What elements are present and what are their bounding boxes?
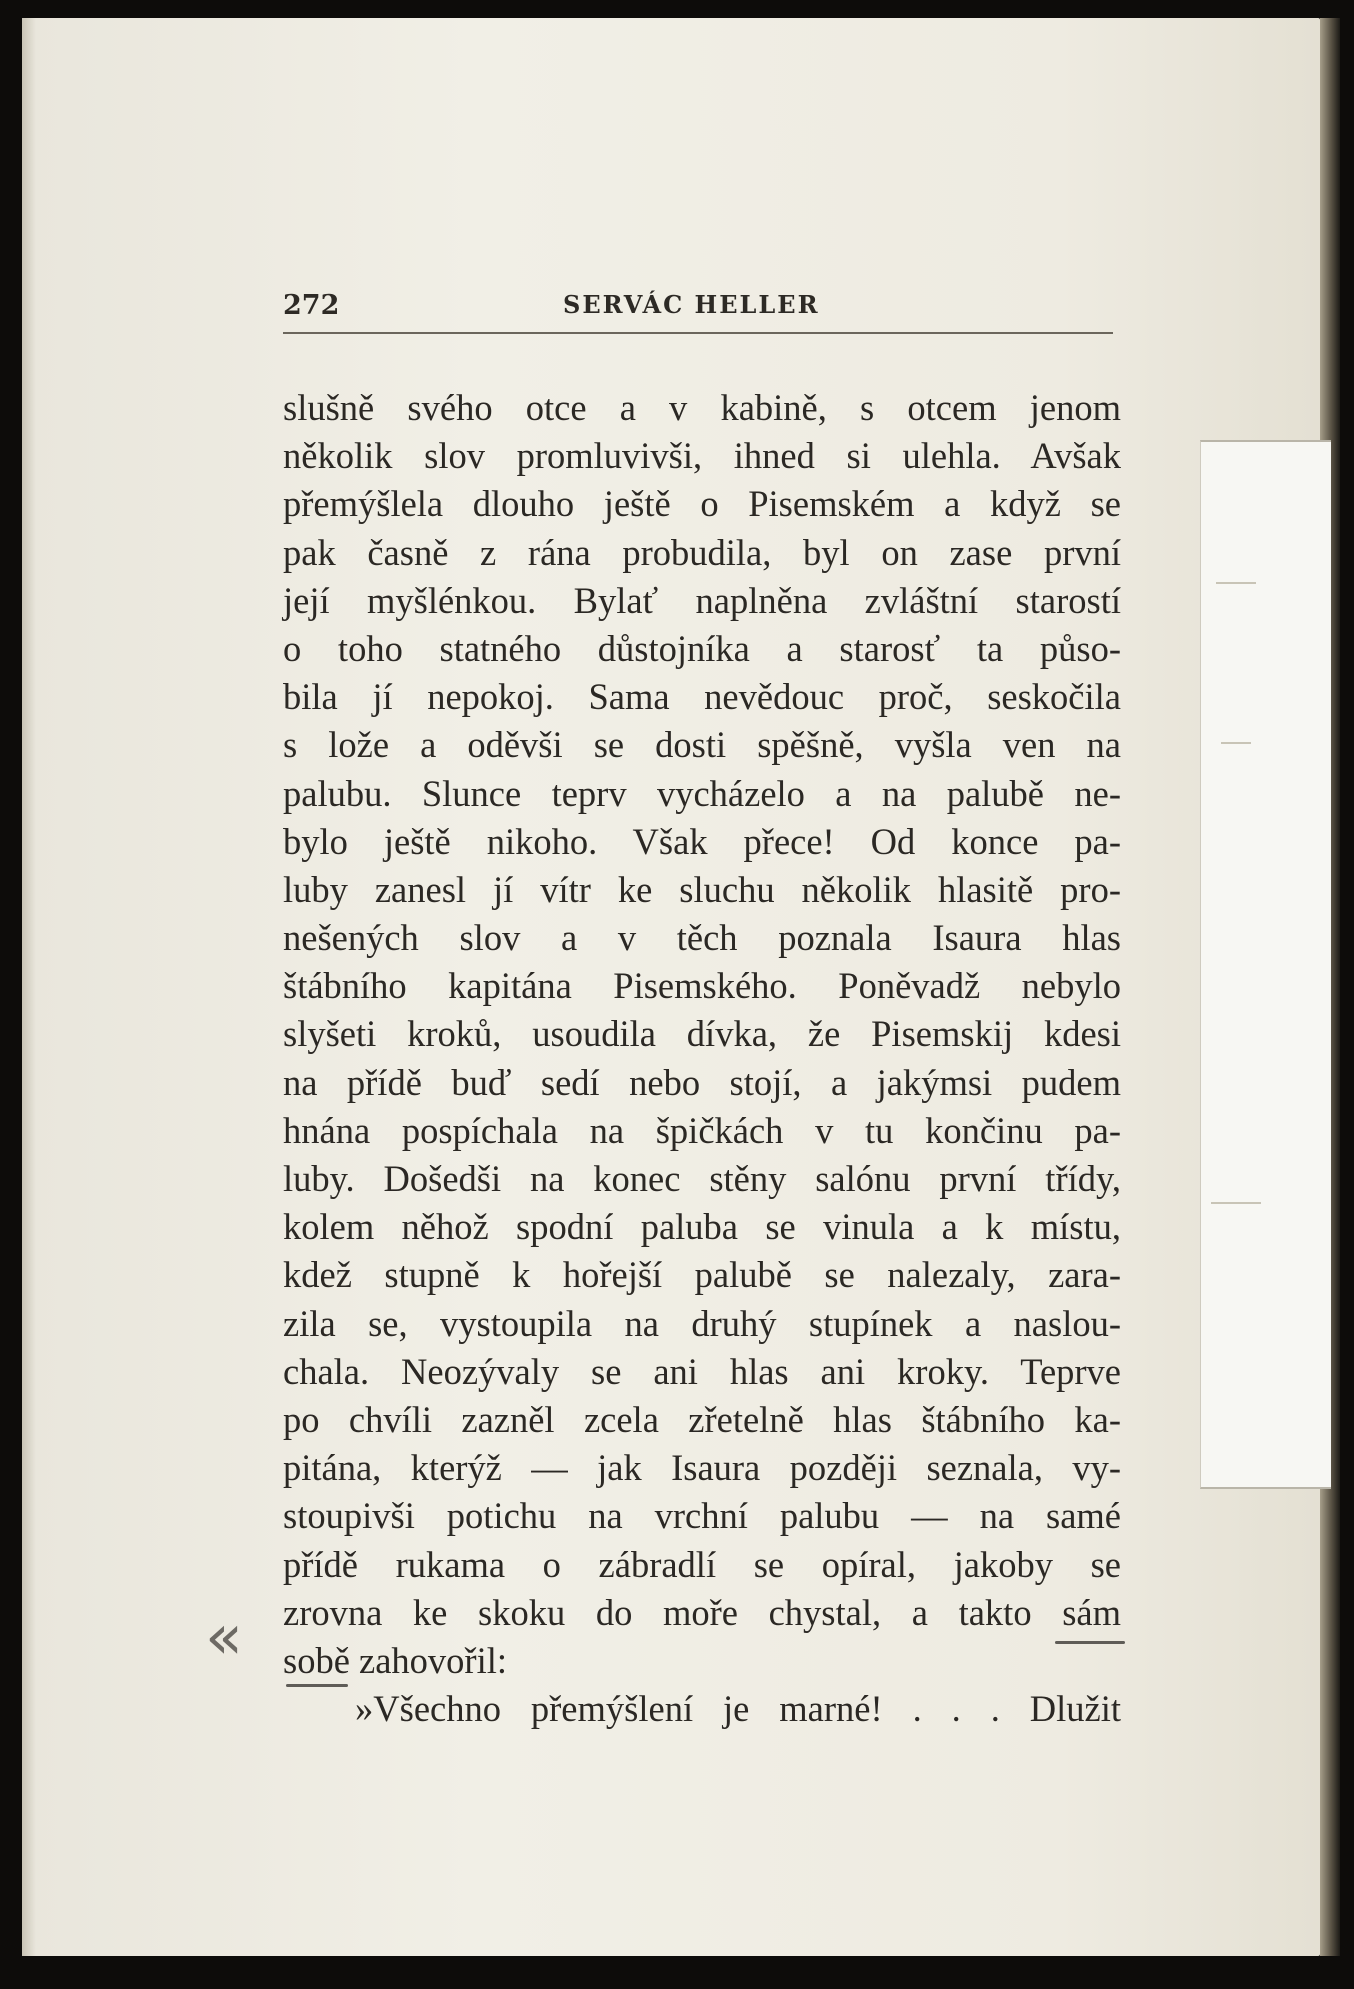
text-line: s lože a oděvši se dosti spěšně, vyšla ven na (283, 724, 1121, 766)
page-header (283, 286, 1113, 334)
text-line: nešených slov a v těch poznala Isaura hlas (283, 917, 1121, 959)
slip-mark (1221, 742, 1251, 744)
text-line: slyšeti kroků, usoudila dívka, že Pisemskij kdesi (283, 1013, 1121, 1055)
text-line: chala. Neozývaly se ani hlas ani kroky. Teprve (283, 1350, 1121, 1392)
slip-mark (1211, 1202, 1261, 1204)
text-line: několik slov promluvivši, ihned si ulehla. Avšak (283, 435, 1121, 477)
text-line: »Všechno přemýšlení je marné! . . . Dlužit (355, 1688, 1121, 1730)
text-line: po chvíli zazněl zcela zřetelně hlas štábního ka- (283, 1398, 1121, 1440)
text-line: sobě zahovořil: (283, 1639, 508, 1681)
running-title: SERVÁC HELLER (563, 290, 820, 319)
text-line: přídě rukama o zábradlí se opíral, jakoby se (283, 1543, 1121, 1585)
text-line: bylo ještě nikoho. Však přece! Od konce pa- (283, 820, 1121, 862)
text-line: pak časně z rána probudila, byl on zase první (283, 531, 1121, 573)
text-line: zila se, vystoupila na druhý stupínek a naslou- (283, 1302, 1121, 1344)
text-line: slušně svého otce a v kabině, s otcem jenom (283, 387, 1121, 428)
text-line: kolem něhož spodní paluba se vinula a k místu, (283, 1206, 1121, 1248)
text-line: štábního kapitána Pisemského. Poněvadž nebylo (283, 965, 1121, 1007)
binding-shadow (22, 18, 36, 1956)
text-line: stoupivši potichu na vrchní palubu — na samé (283, 1495, 1121, 1537)
text-line: bila jí nepokoj. Sama nevědouc proč, seskočila (283, 676, 1121, 718)
text-line: luby. Došedši na konec stěny salónu první třídy, (283, 1158, 1121, 1199)
text-line: přemýšlela dlouho ještě o Pisemském a když se (283, 483, 1121, 525)
pencil-underline (286, 1684, 348, 1687)
text-line: hnána pospíchala na špičkách v tu končinu pa- (283, 1109, 1121, 1151)
text-line: kdež stupně k hořejší palubě se nalezaly, zara- (283, 1254, 1121, 1296)
page-number: 272 (283, 290, 340, 321)
text-line: palubu. Slunce teprv vycházelo a na palubě ne- (283, 772, 1121, 814)
text-line: zrovna ke skoku do moře chystal, a takto sám (283, 1591, 1121, 1633)
text-line: o toho statného důstojníka a starosť ta půso- (283, 627, 1121, 669)
text-line: její myšlénkou. Bylať naplněna zvláštní starostí (283, 579, 1121, 621)
text-line: pitána, kterýž — jak Isaura později seznala, vy- (283, 1447, 1121, 1489)
pencil-underline (1055, 1641, 1125, 1644)
text-line: na přídě buď sedí nebo stojí, a jakýmsi pudem (283, 1061, 1121, 1103)
inserted-paper-slip (1200, 440, 1331, 1489)
body-text (283, 384, 1121, 1733)
margin-bracket-mark: « (205, 1600, 243, 1673)
slip-mark (1216, 582, 1256, 584)
text-line: luby zanesl jí vítr ke sluchu několik hlasitě pro- (283, 868, 1121, 910)
